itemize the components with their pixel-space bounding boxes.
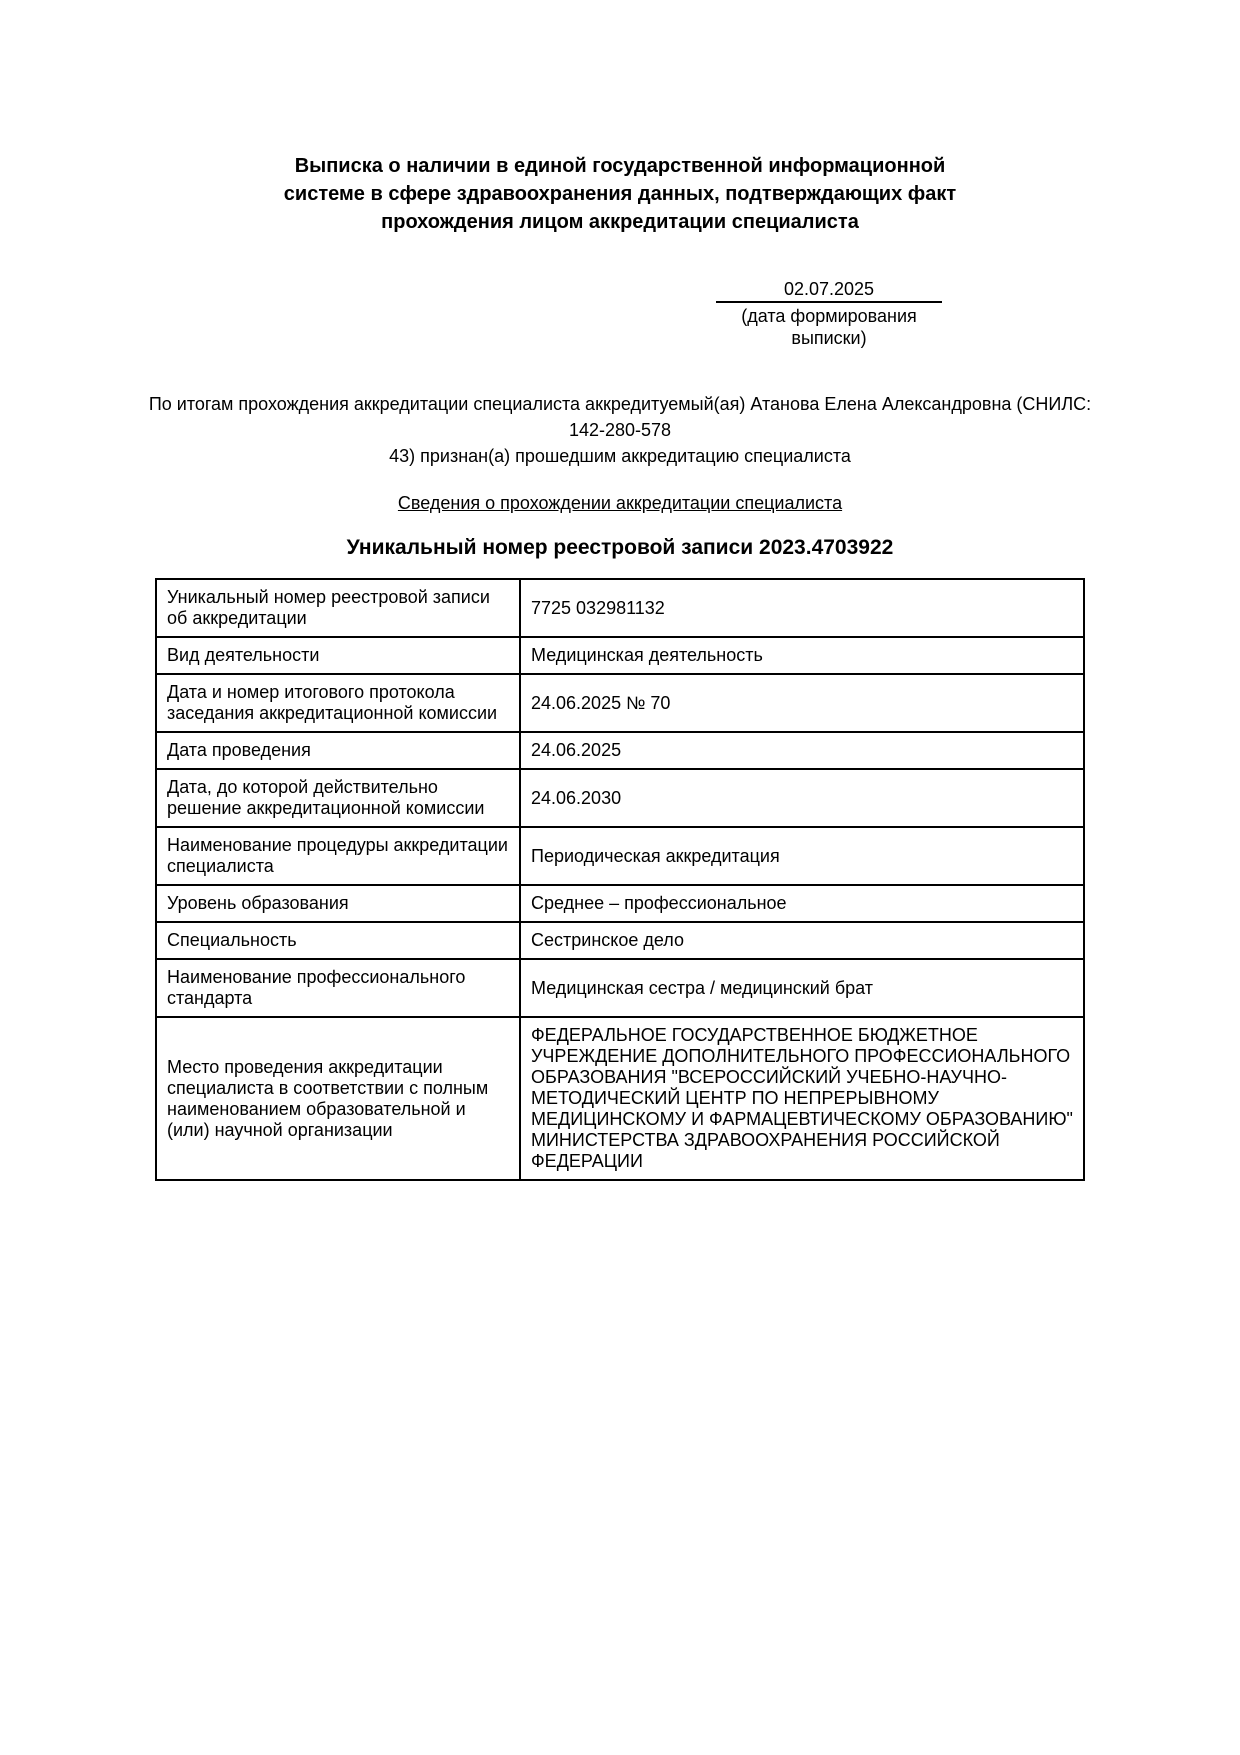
document-title-line-1: Выписка о наличии в единой государственной информационной <box>294 155 946 177</box>
table-row-date-held <box>156 732 1084 769</box>
row-value: 24.06.2025 № 70 <box>520 674 1084 732</box>
document-title-line-2: системе в сфере здравоохранения данных, подтверждающих факт <box>283 183 957 205</box>
record-number-heading: Уникальный номер реестровой записи 2023.4703922 <box>346 536 894 559</box>
document-content <box>148 0 1092 1181</box>
row-value: Сестринское дело <box>520 922 1084 959</box>
row-label: Специальность <box>156 922 520 959</box>
row-value: Периодическая аккредитация <box>520 827 1084 885</box>
row-label: Дата, до которой действительно решение аккредитационной комиссии <box>156 769 520 827</box>
issue-date-caption: (дата формирования выписки) <box>741 306 917 348</box>
table-row-specialty <box>156 922 1084 959</box>
row-label: Уровень образования <box>156 885 520 922</box>
row-value: 24.06.2025 <box>520 732 1084 769</box>
row-label: Дата и номер итогового протокола заседания аккредитационной комиссии <box>156 674 520 732</box>
row-value: ФЕДЕРАЛЬНОЕ ГОСУДАРСТВЕННОЕ БЮДЖЕТНОЕ УЧРЕЖДЕНИЕ ДОПОЛНИТЕЛЬНОГО ПРОФЕССИОНАЛЬНОГО ОБРАЗОВАНИЯ "ВСЕРОССИЙСКИЙ УЧЕБНО-НАУЧНО-МЕТОДИЧЕСКИЙ ЦЕНТР ПО НЕПРЕРЫВНОМУ МЕДИЦИНСКОМУ И ФАРМАЦЕВТИЧЕСКОМУ ОБРАЗОВАНИЮ" МИНИСТЕРСТВА ЗДРАВООХРАНЕНИЯ РОССИЙСКОЙ ФЕДЕРАЦИИ <box>520 1017 1084 1180</box>
table-row-education-level <box>156 885 1084 922</box>
intro-line-1: По итогам прохождения аккредитации специалиста аккредитуемый(ая) Атанова Елена Александровна (СНИЛС: 142-280-578 <box>148 394 1092 440</box>
table-row-valid-until <box>156 769 1084 827</box>
intro-paragraph <box>148 391 1092 469</box>
row-label: Вид деятельности <box>156 637 520 674</box>
table-row-professional-standard <box>156 959 1084 1017</box>
table-row-venue-organization <box>156 1017 1084 1180</box>
row-label: Дата проведения <box>156 732 520 769</box>
document-title <box>148 152 1092 236</box>
section-heading: Сведения о прохождении аккредитации специалиста <box>397 493 843 513</box>
row-value: 7725 032981132 <box>520 579 1084 637</box>
table-row-procedure-name <box>156 827 1084 885</box>
intro-line-2: 43) признан(а) прошедшим аккредитацию специалиста <box>389 446 851 466</box>
accreditation-table <box>155 578 1085 1181</box>
row-value: Медицинская сестра / медицинский брат <box>520 959 1084 1017</box>
issue-date: 02.07.2025 <box>716 278 942 303</box>
row-value: Среднее – профессиональное <box>520 885 1084 922</box>
issue-date-block <box>716 278 942 349</box>
row-label: Уникальный номер реестровой записи об аккредитации <box>156 579 520 637</box>
row-value: 24.06.2030 <box>520 769 1084 827</box>
table-row-protocol <box>156 674 1084 732</box>
row-label: Место проведения аккредитации специалиста в соответствии с полным наименованием образовательной и (или) научной организации <box>156 1017 520 1180</box>
table-row-activity-type <box>156 637 1084 674</box>
document-title-line-3: прохождения лицом аккредитации специалиста <box>381 211 859 233</box>
row-value: Медицинская деятельность <box>520 637 1084 674</box>
row-label: Наименование процедуры аккредитации специалиста <box>156 827 520 885</box>
row-label: Наименование профессионального стандарта <box>156 959 520 1017</box>
table-row-registry-number <box>156 579 1084 637</box>
